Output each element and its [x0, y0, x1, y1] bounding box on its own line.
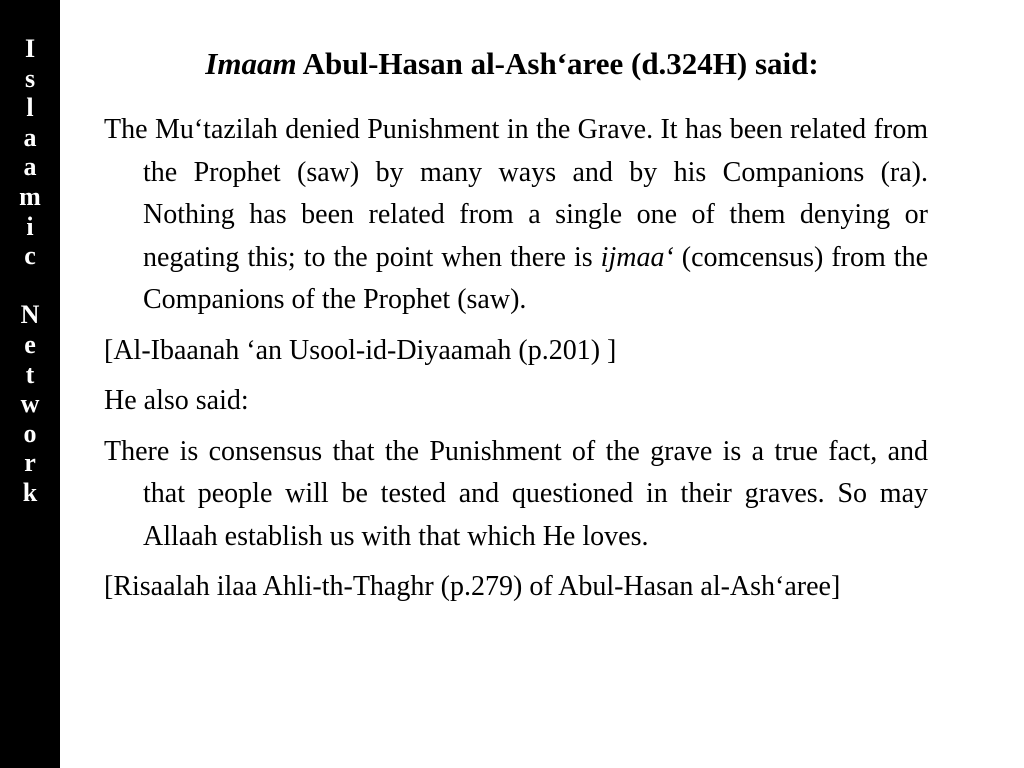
slide-content — [60, 0, 1024, 768]
side-banner-text — [0, 34, 60, 508]
title-text: Abul-Hasan al-Ash‘aree (d.324H) said: — [296, 46, 819, 81]
side-banner-letter: r — [24, 448, 36, 478]
paragraph-reference-1: [Al-Ibaanah ‘an Usool-id-Diyaamah (p.201) ] — [104, 334, 617, 366]
side-banner — [0, 0, 60, 768]
quote-1-text-start: The Mu‘tazilah denied Punishment in the Grave. It has been related from the Prophet (saw) by many ways and by his Companions (ra). Nothing has been related from a single one of them denying or negating this; to the point when there is — [104, 114, 928, 273]
side-banner-letter: l — [26, 93, 34, 123]
paragraph-quote-1 — [104, 109, 928, 322]
side-banner-letter: s — [24, 63, 36, 93]
side-banner-letter: i — [26, 211, 34, 241]
title-italic: Imaam — [205, 46, 297, 81]
quote-1-text-end: (comcensus) from the Companions of the Prophet (saw). — [143, 241, 928, 315]
side-banner-letter: a — [23, 152, 37, 182]
side-banner-letter: a — [23, 122, 37, 152]
side-banner-letter: w — [20, 389, 40, 419]
paragraph-intro-2: He also said: — [104, 385, 249, 416]
paragraph-reference-2: [Risaalah ilaa Ahli-th-Thaghr (p.279) of Abul-Hasan al-Ash‘aree] — [104, 571, 841, 602]
slide-title — [60, 44, 964, 84]
side-banner-letter: o — [23, 418, 37, 448]
side-banner-letter: t — [25, 359, 35, 389]
side-banner-letter: m — [19, 181, 41, 211]
side-banner-letter: e — [24, 329, 36, 359]
paragraph-quote-2: There is consensus that the Punishment of the grave is a true fact, and that people will be tested and questioned in their graves. So may Allaah establish us with that which He loves. — [104, 435, 928, 552]
quote-body — [104, 109, 928, 617]
side-banner-letter: N — [20, 300, 40, 330]
quote-1-italic-term: ijmaa‘ — [600, 241, 674, 273]
side-banner-letter: I — [24, 34, 36, 63]
side-banner-letter: k — [22, 477, 38, 507]
side-banner-letter — [27, 271, 34, 301]
side-banner-letter: c — [24, 241, 36, 271]
